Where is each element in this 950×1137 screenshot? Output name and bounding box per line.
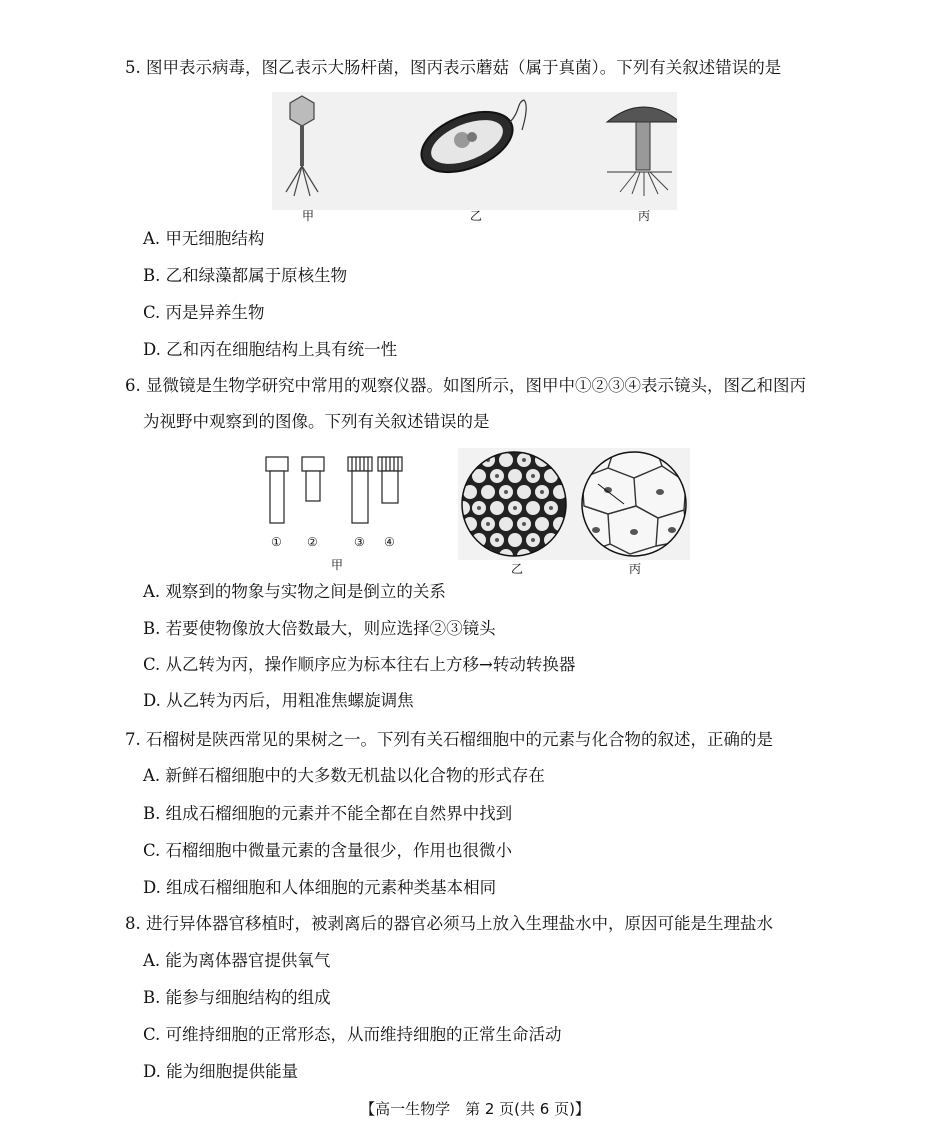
q5-option-c: C. 丙是异养生物 (143, 303, 265, 322)
q6-stem-line2: 为视野中观察到的图像。下列有关叙述错误的是 (143, 412, 490, 431)
q6-lens-2-label: ② (307, 535, 318, 549)
q5-figure (272, 92, 677, 220)
q6-label-yi: 乙 (511, 562, 524, 576)
q7-option-d: D. 组成石榴细胞和人体细胞的元素种类基本相同 (143, 878, 497, 897)
q5-label-bing: 丙 (638, 209, 651, 223)
q6-label-jia: 甲 (331, 558, 344, 572)
q6-lens-3-label: ③ (354, 535, 365, 549)
q6-option-c: C. 从乙转为丙，操作顺序应为标本往右上方移→转动转换器 (143, 655, 576, 674)
page-footer: 【高一生物学 第 2 页(共 6 页)】 (360, 1100, 590, 1118)
q5-label-jia: 甲 (302, 209, 315, 223)
q6-stem-line1: 6. 显微镜是生物学研究中常用的观察仪器。如图所示，图甲中①②③④表示镜头，图乙和图丙 (125, 376, 806, 395)
q7-option-b: B. 组成石榴细胞的元素并不能全都在自然界中找到 (143, 804, 513, 823)
q6-option-a: A. 观察到的物象与实物之间是倒立的关系 (143, 582, 446, 601)
q7-option-a: A. 新鲜石榴细胞中的大多数无机盐以化合物的形式存在 (143, 766, 545, 785)
q5-option-b: B. 乙和绿藻都属于原核生物 (143, 266, 348, 285)
q5-option-d: D. 乙和丙在细胞结构上具有统一性 (143, 340, 398, 359)
q6-label-bing: 丙 (629, 562, 642, 576)
q6-option-b: B. 若要使物像放大倍数最大，则应选择②③镜头 (143, 619, 496, 638)
q8-option-b: B. 能参与细胞结构的组成 (143, 988, 331, 1007)
q8-stem: 8. 进行异体器官移植时，被剥离后的器官必须马上放入生理盐水中，原因可能是生理盐水 (125, 914, 773, 933)
q5-stem: 5. 图甲表示病毒，图乙表示大肠杆菌，图丙表示蘑菇（属于真菌）。下列有关叙述错误的是 (125, 58, 782, 77)
q5-label-yi: 乙 (470, 209, 483, 223)
q6-lens-figure (262, 455, 412, 535)
q7-option-c: C. 石榴细胞中微量元素的含量很少，作用也很微小 (143, 841, 513, 860)
q6-lens-4-label: ④ (384, 535, 395, 549)
q7-stem: 7. 石榴树是陕西常见的果树之一。下列有关石榴细胞中的元素与化合物的叙述，正确的是 (125, 730, 773, 749)
q6-lens-1-label: ① (271, 535, 282, 549)
q6-microscope-views (458, 448, 690, 560)
q5-option-a: A. 甲无细胞结构 (143, 229, 265, 248)
q6-option-d: D. 从乙转为丙后，用粗准焦螺旋调焦 (143, 691, 414, 710)
q8-option-d: D. 能为细胞提供能量 (143, 1062, 299, 1081)
q8-option-a: A. 能为离体器官提供氧气 (143, 951, 331, 970)
q8-option-c: C. 可维持细胞的正常形态，从而维持细胞的正常生命活动 (143, 1025, 562, 1044)
